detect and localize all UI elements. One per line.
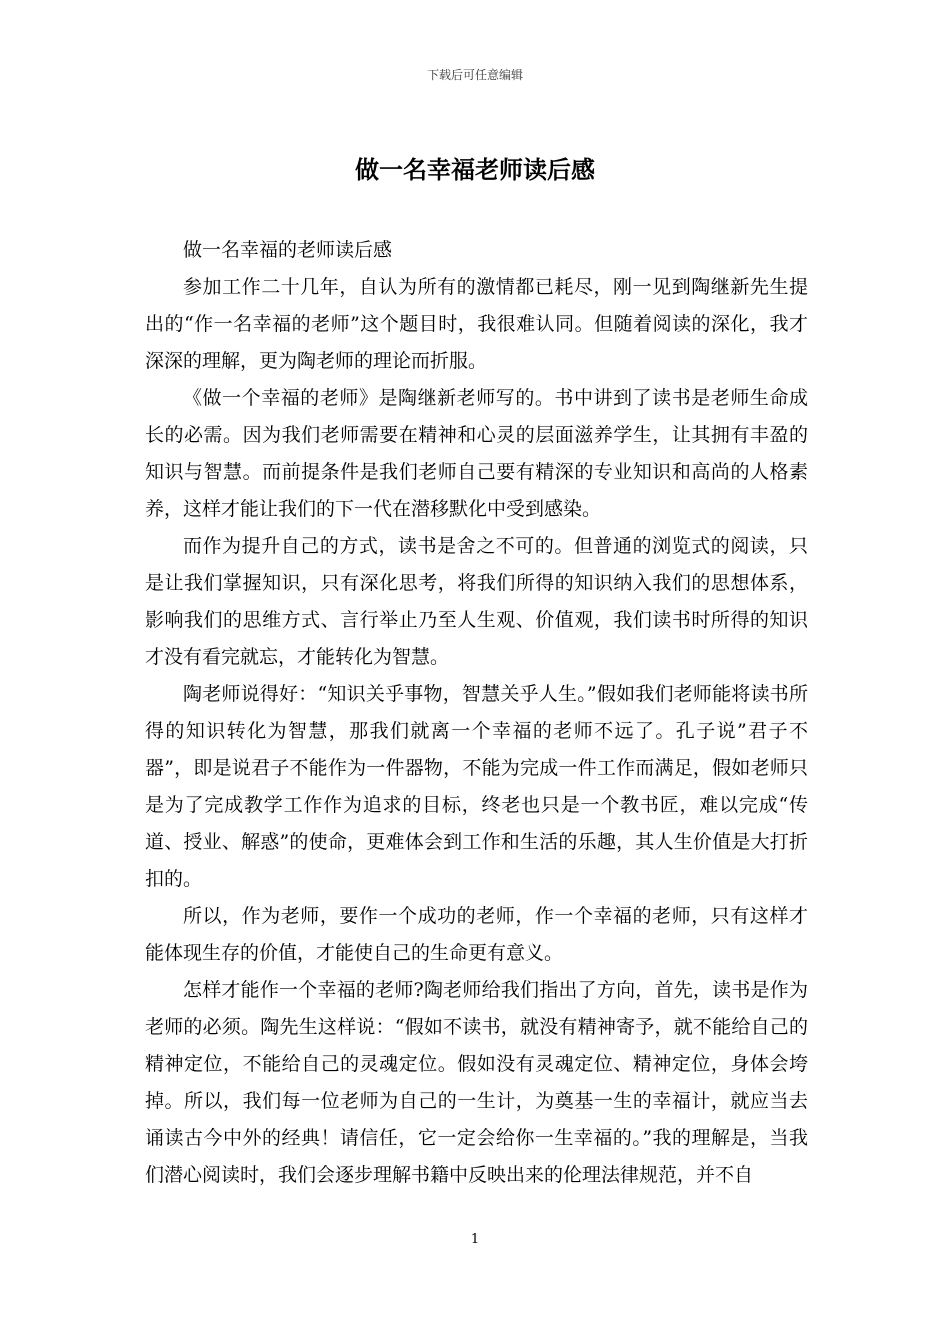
paragraph: 而作为提升自己的方式，读书是舍之不可的。但普通的浏览式的阅读，只是让我们掌握知识，只有深化思考，将我们所得的知识纳入我们的思想体系，影响我们的思维方式、言行举止乃至人生观、价值观，我们读书时所得的知识才没有看完就忘，才能转化为智慧。: [145, 535, 808, 668]
paragraph: 所以，作为老师，要作一个成功的老师，作一个幸福的老师，只有这样才能体现生存的价值，才能使自己的生命更有意义。: [145, 905, 808, 964]
document-body: [145, 232, 808, 1194]
paragraph-subtitle: 做一名幸福的老师读后感: [183, 239, 393, 261]
paragraph: 《做一个幸福的老师》是陶继新老师写的。书中讲到了读书是老师生命成长的必需。因为我们老师需要在精神和心灵的层面滋养学生，让其拥有丰盈的知识与智慧。而前提条件是我们老师自己要有精深的专业知识和高尚的人格素养，这样才能让我们的下一代在潜移默化中受到感染。: [145, 387, 808, 520]
paragraph: 参加工作二十几年，自认为所有的激情都已耗尽，刚一见到陶继新先生提出的“作一名幸福的老师”这个题目时，我很难认同。但随着阅读的深化，我才深深的理解，更为陶老师的理论而折服。: [145, 276, 808, 372]
header-note: 下载后可任意编辑: [426, 68, 523, 82]
document-title: 做一名幸福老师读后感: [355, 155, 595, 184]
paragraph: 怎样才能作一个幸福的老师?陶老师给我们指出了方向，首先，读书是作为老师的必须。陶先生这样说：“假如不读书，就没有精神寄予，就不能给自己的精神定位，不能给自己的灵魂定位。假如没有灵魂定位、精神定位，身体会垮掉。所以，我们每一位老师为自己的一生计，为奠基一生的幸福计，就应当去诵读古今中外的经典！请信任，它一定会给你一生幸福的。”我的理解是，当我们潜心阅读时，我们会逐步理解书籍中反映出来的伦理法律规范，并不自: [145, 979, 808, 1186]
paragraph: 陶老师说得好：“知识关乎事物，智慧关乎人生。”假如我们老师能将读书所得的知识转化为智慧，那我们就离一个幸福的老师不远了。孔子说”君子不器”，即是说君子不能作为一件器物，不能为完成一件工作而满足，假如老师只是为了完成教学工作作为追求的目标，终老也只是一个教书匠，难以完成“传道、授业、解惑”的使命，更难体会到工作和生活的乐趣，其人生价值是大打折扣的。: [145, 683, 808, 890]
page-number: 1: [470, 1232, 480, 1247]
